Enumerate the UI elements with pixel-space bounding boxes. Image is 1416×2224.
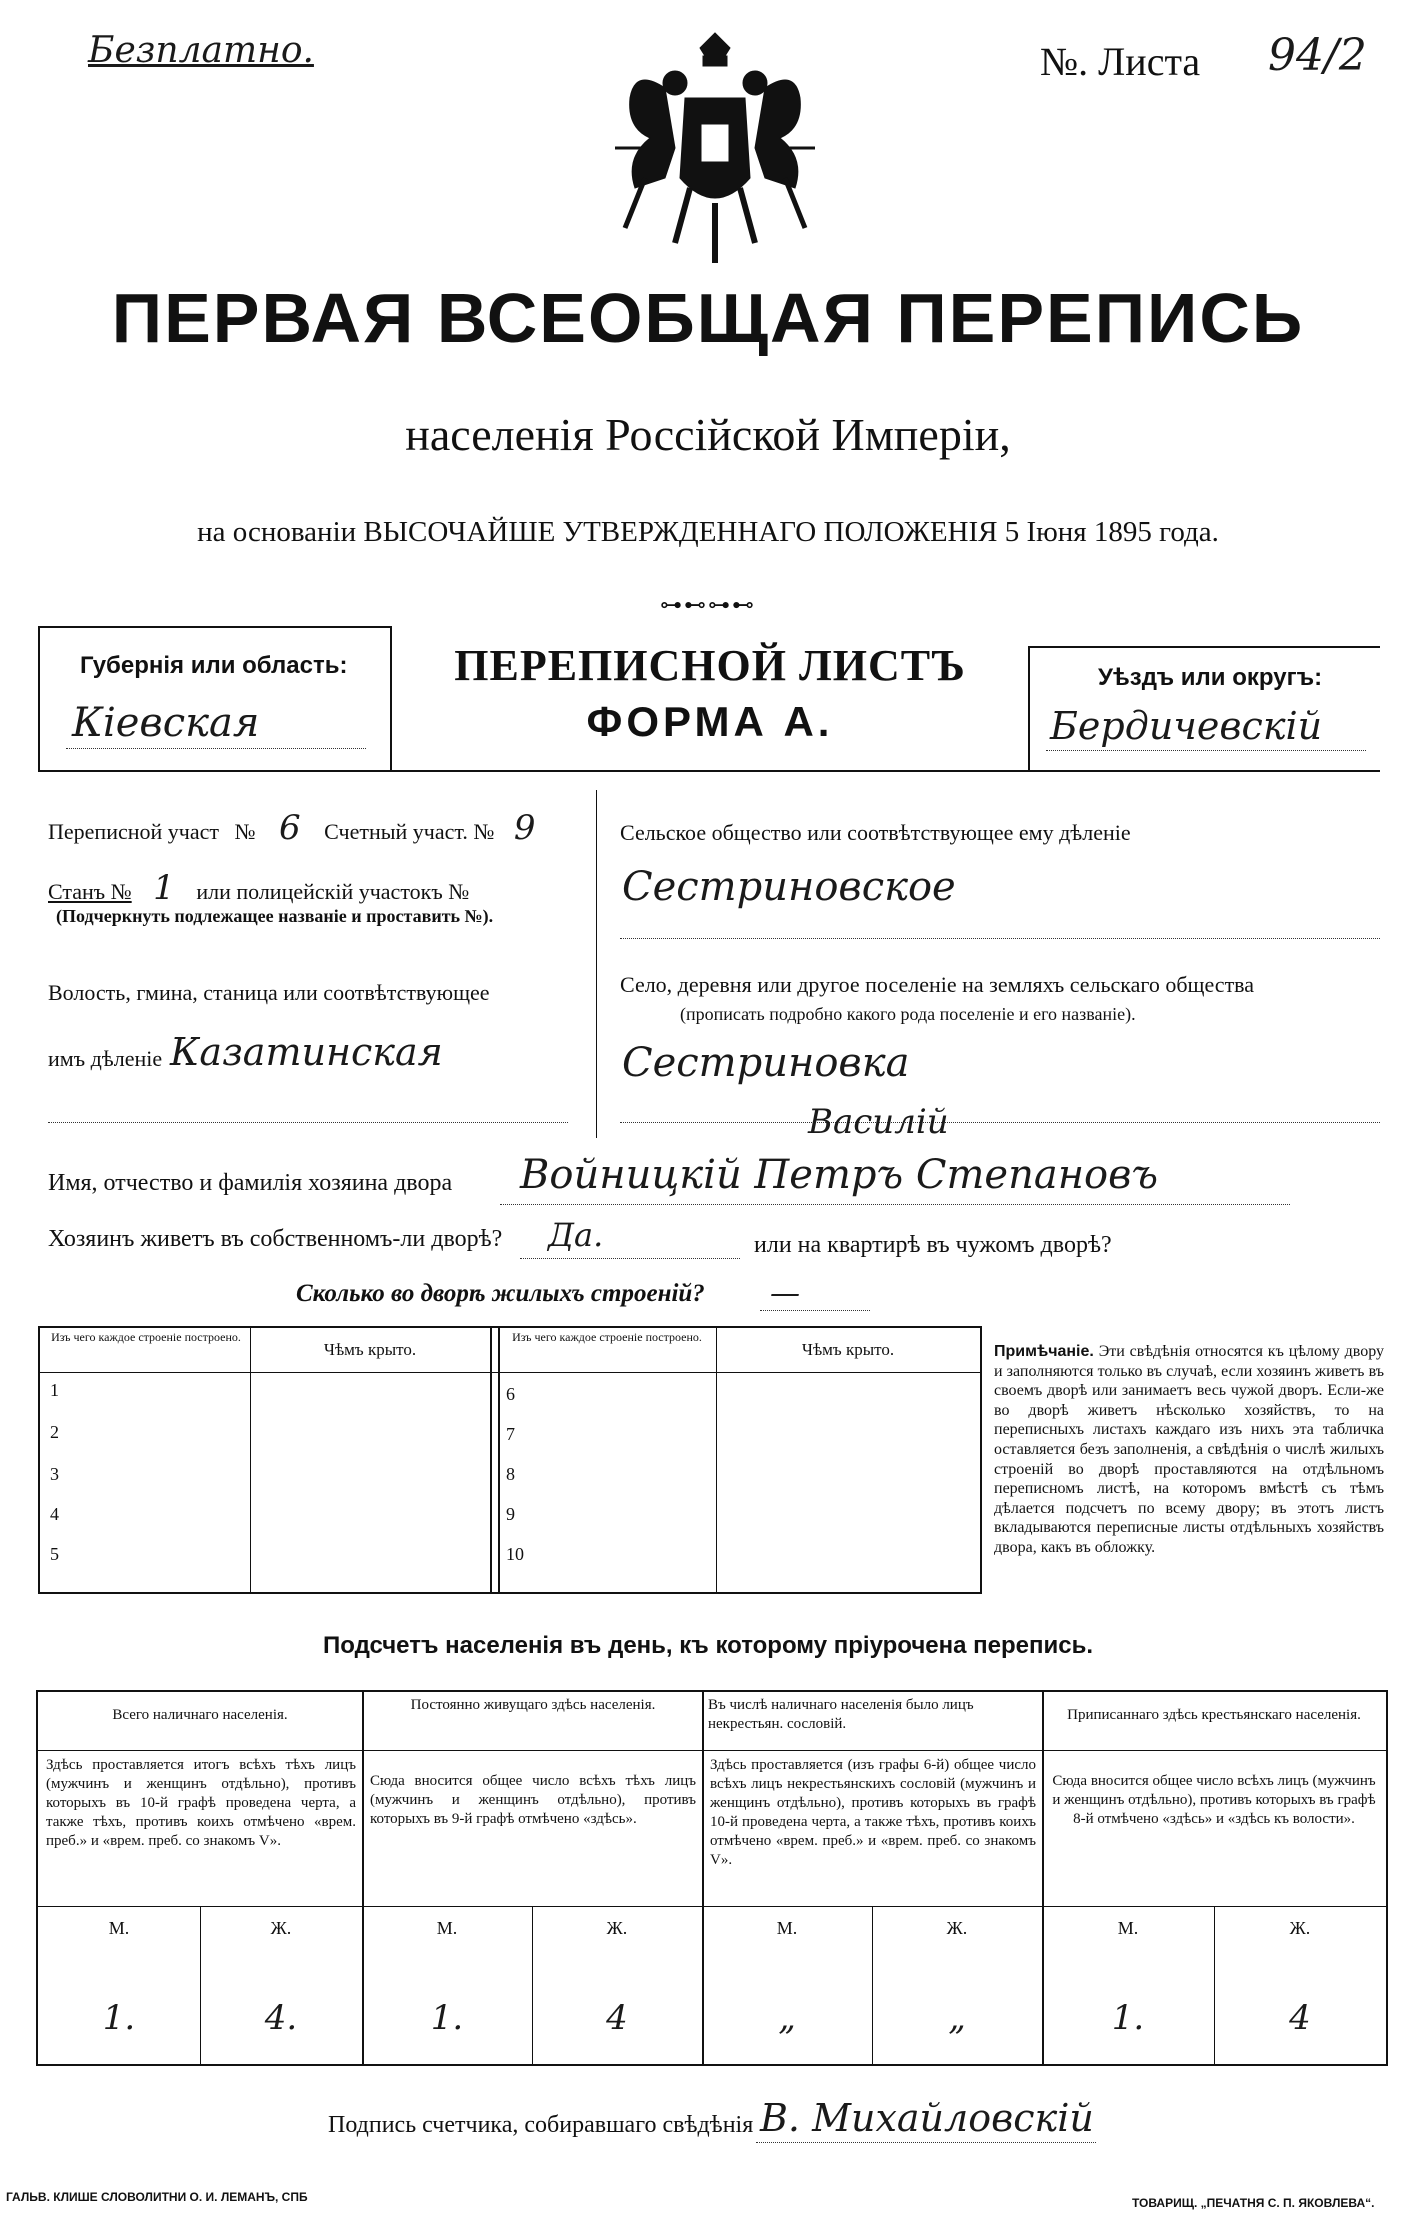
population-title: Подсчетъ населенія въ день, къ которому пріурочена перепись.	[323, 1632, 1093, 1659]
village-note: (прописать подробно какого рода поселеніе и его названіе).	[680, 1004, 1136, 1024]
form-title: ПЕРЕПИСНОЙ ЛИСТЪ	[454, 641, 966, 690]
owner-name-correction: Василій	[808, 1102, 949, 1142]
owner-name-value: Войницкій Петръ Степановъ	[520, 1152, 1159, 1198]
building-row-8: 8	[506, 1464, 515, 1484]
pop-col-3-f-value: „	[948, 1998, 966, 2038]
pop-col-3-head: Въ числѣ наличнаго населенія было лицъ некрестьян. сословій.	[708, 1697, 974, 1732]
rent-label: или на квартирѣ въ чужомъ дворѣ?	[754, 1232, 1112, 1258]
pop-col-2-f-label: Ж.	[606, 1918, 628, 1938]
pop-col-1-head: Всего наличнаго населенія.	[112, 1707, 288, 1723]
society-value: Сестриновское	[622, 864, 956, 910]
col-material-right: Изъ чего каждое строеніе построено.	[512, 1330, 702, 1344]
pop-col-1-m-label: М.	[108, 1918, 130, 1938]
pop-col-1-f-label: Ж.	[270, 1918, 292, 1938]
sheet-no-label: №. Листа	[1040, 39, 1201, 84]
note-text: Эти свѣдѣнія относятся къ цѣлому двору и заполняются только въ случаѣ, если хозяинъ живетъ въ своемъ дворѣ или занимаетъ весь чужой дворъ. Если-же во дворѣ живетъ нѣсколько хозяйствъ, то на переписныхъ листахъ каждаго изъ нихъ эта табличка оставляется безъ заполненія, а свѣдѣнія о числѣ жилыхъ строеній во дворѣ проставляются на отдѣльномъ переписномъ листѣ, на которомъ вмѣстѣ съ тѣмъ дѣлается подсчетъ по всему двору; въ этотъ листъ вкладываются переписные листы отдѣльныхъ хозяйствъ двора, какъ въ обложку.	[994, 1343, 1385, 1556]
district-value: Бердичевскій	[1050, 704, 1323, 748]
buildings-label: Сколько во дворѣ жилыхъ строеній?	[296, 1280, 705, 1307]
province-label: Губернія или область:	[80, 652, 348, 679]
pop-col-3-f-label: Ж.	[946, 1918, 968, 1938]
building-row-9: 9	[506, 1504, 515, 1524]
buildings-table	[38, 1326, 982, 1594]
ornament-divider: ⊶⊷⊶⊷	[660, 592, 756, 617]
pop-col-1-m-value: 1.	[102, 1998, 136, 2038]
note	[994, 1342, 1384, 1558]
building-row-4: 4	[50, 1504, 59, 1524]
pop-col-2-f-value: 4	[606, 1998, 628, 2038]
signature-value: В. Михайловскій	[760, 2096, 1094, 2140]
pop-col-2-m-label: М.	[436, 1918, 458, 1938]
subtitle: населенія Россійской Имперіи,	[405, 409, 1011, 460]
volost-label-2: имъ дѣленіе	[48, 1046, 163, 1071]
province-value: Кіевская	[72, 700, 260, 746]
pop-col-3-desc: Здѣсь проставляется (изъ графы 6-й) общее число всѣхъ лицъ некрестьянскихъ сословій (мужчинъ и женщинъ отдѣльно), противъ которыхъ въ графѣ 10-й проведена черта, а также тѣхъ, противъ коихъ отмѣчено «врем. преб.» и «врем. преб. со знакомъ V».	[710, 1757, 1036, 1868]
building-row-2: 2	[50, 1422, 59, 1442]
building-row-3: 3	[50, 1464, 59, 1484]
form-subtitle: ФОРМА А.	[586, 698, 834, 745]
own-yard-label: Хозяинъ живетъ въ собственномъ-ли дворѣ?	[48, 1226, 503, 1252]
counting-section-value: 9	[513, 808, 536, 848]
pop-col-4-f-value: 4	[1289, 1998, 1311, 2038]
village-label: Село, деревня или другое поселеніе на земляхъ сельскаго общества	[620, 972, 1255, 997]
pop-col-4-desc: Сюда вносится общее число всѣхъ лицъ (мужчинъ и женщинъ отдѣльно), противъ которыхъ въ графѣ 8-й отмѣчено «здѣсь» и «здѣсь къ волости».	[1052, 1773, 1376, 1827]
note-title: Примѣчаніе.	[994, 1343, 1094, 1360]
society-label: Сельское общество или соотвѣтствующее ему дѣленіе	[620, 820, 1131, 845]
buildings-value: —	[770, 1276, 800, 1311]
signature-label: Подпись счетчика, собиравшаго свѣдѣнія	[328, 2112, 754, 2138]
printer-right: ТОВАРИЩ. „ПЕЧАТНЯ С. П. ЯКОВЛЕВА“.	[1132, 2196, 1375, 2210]
building-row-6: 6	[506, 1384, 515, 1404]
own-yard-value: Да.	[548, 1216, 604, 1254]
pop-col-2-m-value: 1.	[430, 1998, 464, 2038]
building-row-1: 1	[50, 1380, 59, 1400]
pop-col-4-head: Приписаннаго здѣсь крестьянскаго населенія.	[1067, 1707, 1361, 1723]
owner-name-label: Имя, отчество и фамилія хозяина двора	[48, 1170, 453, 1196]
double-headed-eagle-emblem	[605, 28, 825, 268]
col-roof-left: Чѣмъ крыто.	[323, 1340, 417, 1359]
col-roof-right: Чѣмъ крыто.	[801, 1340, 895, 1359]
pop-col-1-desc: Здѣсь проставляется итогъ всѣхъ тѣхъ лицъ (мужчинъ и женщинъ отдѣльно), противъ которыхъ въ 10-й графѣ проведена черта, а также тѣхъ, противъ коихъ отмѣчено «врем. преб.» и «врем. преб. со знакомъ V».	[46, 1757, 356, 1849]
pop-col-2-desc: Сюда вносится общее число всѣхъ тѣхъ лицъ (мужчинъ и женщинъ отдѣльно), противъ которыхъ въ 9-й графѣ отмѣчено «здѣсь».	[370, 1773, 696, 1827]
population-table	[36, 1690, 1388, 2066]
stan-label: Станъ № 1 или полицейскій участокъ №	[48, 868, 470, 908]
building-row-7: 7	[506, 1424, 515, 1444]
pop-col-3-m-label: М.	[776, 1918, 798, 1938]
volost-label: Волость, гмина, станица или соотвѣтствующее	[48, 980, 490, 1005]
stan-value: 1	[153, 868, 175, 908]
pop-col-3-m-value: „	[778, 1998, 796, 2038]
stan-note: (Подчеркнуть подлежащее названіе и проставить №).	[56, 906, 494, 926]
sheet-no-value: 94/2	[1268, 30, 1367, 81]
building-row-10: 10	[506, 1544, 524, 1564]
col-material-left: Изъ чего каждое строеніе построено.	[51, 1330, 241, 1344]
village-value: Сестриновка	[622, 1040, 910, 1086]
volost-value: Казатинская	[170, 1030, 443, 1074]
pop-col-2-head: Постоянно живущаго здѣсь населенія.	[410, 1697, 656, 1713]
printer-left: ГАЛЬВ. КЛИШЕ СЛОВОЛИТНИ О. И. ЛЕМАНЪ, СПБ	[6, 2190, 308, 2204]
pop-col-4-m-value: 1.	[1111, 1998, 1145, 2038]
census-section-label: Переписной участ № 6 Счетный участ. № 9	[48, 808, 536, 848]
main-title: ПЕРВАЯ ВСЕОБЩАЯ ПЕРЕПИСЬ	[111, 279, 1305, 357]
district-label: Уѣздъ или округъ:	[1098, 664, 1323, 691]
census-section-value: 6	[278, 808, 301, 848]
basis-line: на основаніи ВЫСОЧАЙШЕ УТВЕРЖДЕННАГО ПОЛОЖЕНІЯ 5 Іюня 1895 года.	[197, 516, 1219, 548]
free-label: Безплатно.	[88, 30, 314, 71]
pop-col-4-m-label: М.	[1117, 1918, 1139, 1938]
pop-col-4-f-label: Ж.	[1289, 1918, 1311, 1938]
building-row-5: 5	[50, 1544, 59, 1564]
pop-col-1-f-value: 4.	[264, 1998, 298, 2038]
